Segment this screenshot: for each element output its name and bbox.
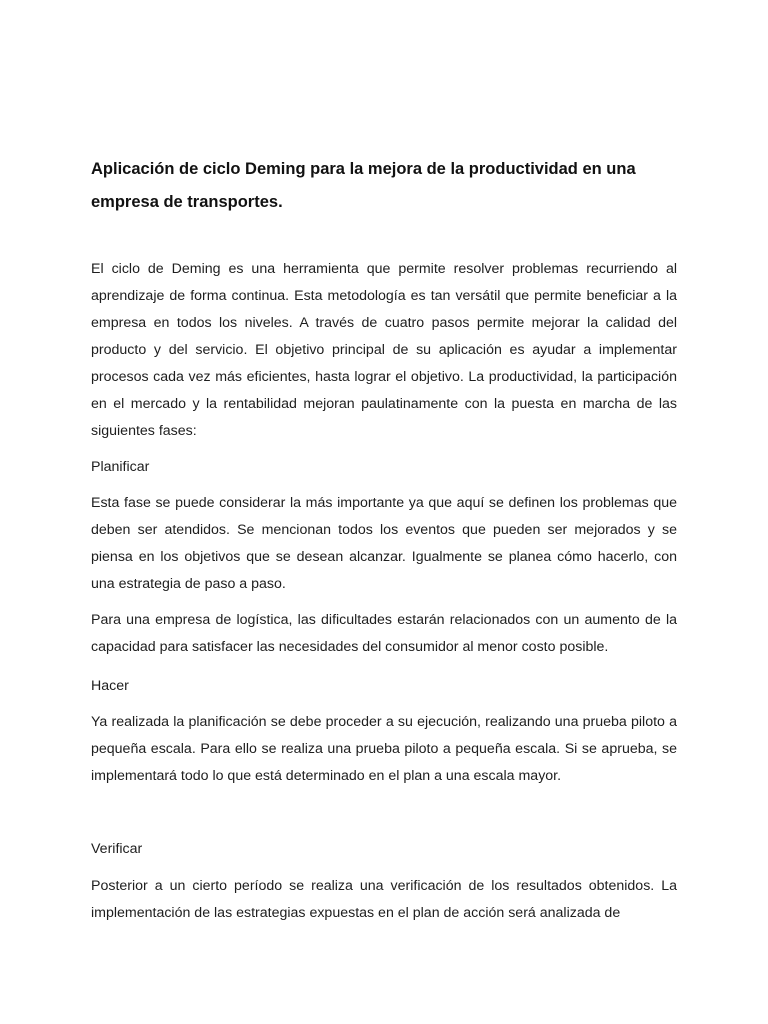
hacer-paragraph-1: Ya realizada la planificación se debe proceder a su ejecución, realizando una prueba piloto a pequeña escala. Para ello se realiza una prueba piloto a pequeña escala. Si se aprueba, se implementará todo lo que está determinado en el plan a una escala mayor. — [91, 714, 677, 784]
planificar-paragraph-1: Esta fase se puede considerar la más importante ya que aquí se definen los problemas que deben ser atendidos. Se mencionan todos los eventos que pueden ser mejorados y se piensa en los objetivos que se desean alcanzar. Igualmente se planea cómo hacerlo, con una estrategia de paso a paso. — [91, 495, 677, 592]
section-heading-planificar: Planificar — [91, 459, 150, 475]
planificar-paragraph-2: Para una empresa de logística, las dificultades estarán relacionados con un aumento de la capacidad para satisfacer las necesidades del consumidor al menor costo posible. — [91, 612, 677, 655]
section-heading-hacer: Hacer — [91, 678, 129, 694]
document-title: Aplicación de ciclo Deming para la mejora de la productividad en una empresa de transportes. — [91, 160, 636, 211]
verificar-paragraph-1: Posterior a un cierto período se realiza una verificación de los resultados obtenidos. La implementación de las estrategias expuestas en el plan de acción será analizada de — [91, 878, 677, 921]
section-heading-verificar: Verificar — [91, 841, 143, 857]
intro-paragraph: El ciclo de Deming es una herramienta que permite resolver problemas recurriendo al aprendizaje de forma continua. Esta metodología es tan versátil que permite beneficiar a la empresa en todos los niveles. A través de cuatro pasos permite mejorar la calidad del producto y del servicio. El objetivo principal de su aplicación es ayudar a implementar procesos cada vez más eficientes, hasta lograr el objetivo. La productividad, la participación en el mercado y la rentabilidad mejoran paulatinamente con la puesta en marcha de las siguientes fases: — [91, 261, 677, 439]
